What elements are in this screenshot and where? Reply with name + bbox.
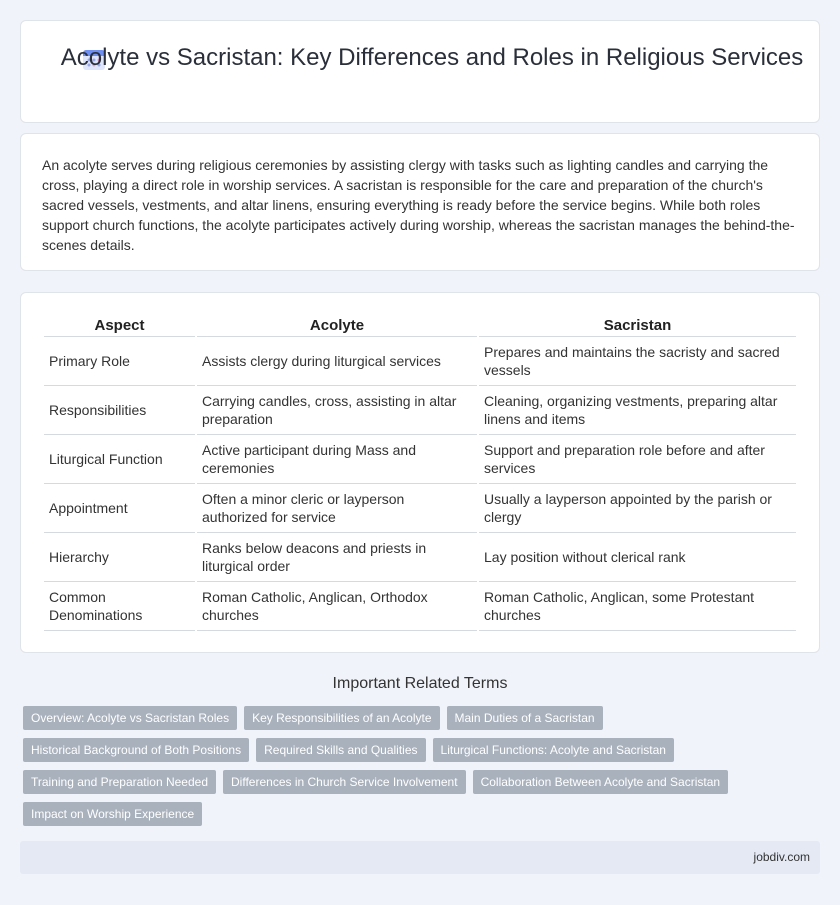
tag-row bbox=[23, 706, 803, 730]
intro-card bbox=[20, 133, 820, 271]
header-acolyte: Acolyte bbox=[197, 315, 477, 337]
header-card bbox=[20, 20, 820, 123]
table-cell: Carrying candles, cross, assisting in altar preparation bbox=[197, 386, 477, 435]
table-cell: Prepares and maintains the sacristy and sacred vessels bbox=[479, 337, 796, 386]
table-row bbox=[44, 435, 796, 484]
table-row bbox=[44, 337, 796, 386]
table-cell: Common Denominations bbox=[44, 582, 195, 631]
related-term-tag[interactable]: Historical Background of Both Positions bbox=[23, 738, 249, 762]
related-term-tag[interactable]: Key Responsibilities of an Acolyte bbox=[244, 706, 439, 730]
table-cell: Cleaning, organizing vestments, preparing altar linens and items bbox=[479, 386, 796, 435]
page-title: Acolyte vs Sacristan: Key Differences and Roles in Religious Services bbox=[60, 44, 804, 71]
intro-paragraph: An acolyte serves during religious ceremonies by assisting clergy with tasks such as lighting candles and carrying the cross, playing a direct role in worship services. A sacristan is responsible for the care and preparation of the church's sacred vessels, vestments, and altar linens, ensuring everything is ready before the service begins. While both roles support church functions, the acolyte participates actively during worship, whereas the sacristan manages the behind-the-scenes details. bbox=[42, 157, 795, 253]
related-term-tag[interactable]: Collaboration Between Acolyte and Sacristan bbox=[473, 770, 728, 794]
comparison-table-card bbox=[20, 292, 820, 653]
table-cell: Assists clergy during liturgical services bbox=[197, 337, 477, 386]
table-cell: Hierarchy bbox=[44, 533, 195, 582]
footer bbox=[20, 841, 820, 874]
table-cell: Lay position without clerical rank bbox=[479, 533, 796, 582]
related-term-tag[interactable]: Impact on Worship Experience bbox=[23, 802, 202, 826]
table-cell: Roman Catholic, Anglican, Orthodox churches bbox=[197, 582, 477, 631]
related-term-tag[interactable]: Required Skills and Qualities bbox=[256, 738, 425, 762]
related-term-tag[interactable]: Main Duties of a Sacristan bbox=[447, 706, 603, 730]
table-cell: Primary Role bbox=[44, 337, 195, 386]
table-cell: Usually a layperson appointed by the parish or clergy bbox=[479, 484, 796, 533]
table-cell: Support and preparation role before and after services bbox=[479, 435, 796, 484]
table-row bbox=[44, 484, 796, 533]
table-cell: Liturgical Function bbox=[44, 435, 195, 484]
table-row bbox=[44, 582, 796, 631]
related-term-tag[interactable]: Liturgical Functions: Acolyte and Sacristan bbox=[433, 738, 674, 762]
table-cell: Appointment bbox=[44, 484, 195, 533]
related-terms-title: Important Related Terms bbox=[332, 675, 508, 692]
header-aspect: Aspect bbox=[44, 315, 195, 337]
table-cell: Often a minor cleric or layperson authorized for service bbox=[197, 484, 477, 533]
tag-row bbox=[23, 802, 803, 826]
table-cell: Roman Catholic, Anglican, some Protestant churches bbox=[479, 582, 796, 631]
comparison-table bbox=[42, 315, 798, 631]
header-sacristan: Sacristan bbox=[479, 315, 796, 337]
tag-row bbox=[23, 770, 803, 794]
table-cell: Responsibilities bbox=[44, 386, 195, 435]
table-header-row bbox=[44, 315, 796, 337]
table-row bbox=[44, 533, 796, 582]
related-term-tag[interactable]: Training and Preparation Needed bbox=[23, 770, 216, 794]
footer-site-link[interactable]: jobdiv.com bbox=[753, 850, 810, 864]
table-cell: Active participant during Mass and ceremonies bbox=[197, 435, 477, 484]
related-terms-list bbox=[23, 706, 803, 834]
table-cell: Ranks below deacons and priests in liturgical order bbox=[197, 533, 477, 582]
related-term-tag[interactable]: Overview: Acolyte vs Sacristan Roles bbox=[23, 706, 237, 730]
related-term-tag[interactable]: Differences in Church Service Involvement bbox=[223, 770, 466, 794]
table-row bbox=[44, 386, 796, 435]
tag-row bbox=[23, 738, 803, 762]
